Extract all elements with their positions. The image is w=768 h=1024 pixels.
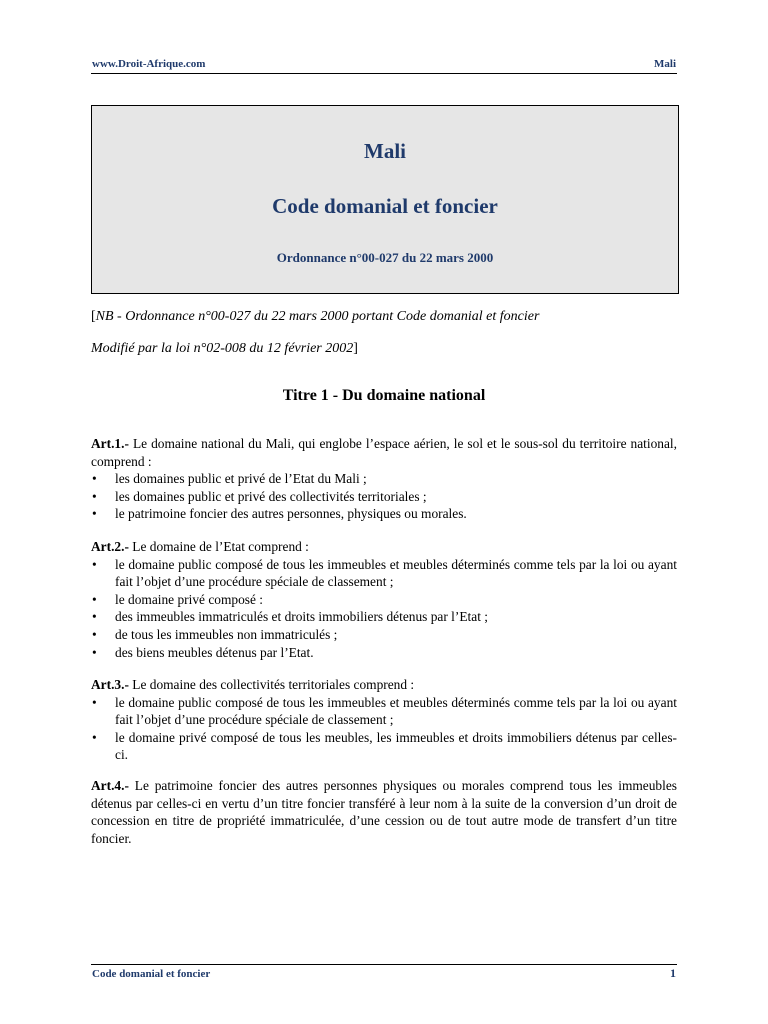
list-item: • le domaine privé composé : — [91, 591, 677, 609]
article-4 — [91, 777, 677, 847]
list-item: • les domaines public et privé des collectivités territoriales ; — [91, 488, 677, 506]
footer-title: Code domanial et foncier — [92, 968, 211, 980]
article-label: Art.3.- — [91, 677, 129, 692]
list-item: • le patrimoine foncier des autres personnes, physiques ou morales. — [91, 505, 677, 523]
header-country: Mali — [654, 58, 676, 70]
page-footer — [91, 964, 677, 985]
article-text: Le domaine des collectivités territoriales comprend : — [128, 677, 415, 692]
page-number: 1 — [670, 966, 676, 980]
article-3 — [91, 676, 677, 764]
list-item: • le domaine privé composé de tous les meubles, les immeubles et droits immobiliers détenus par celles-ci. — [91, 729, 677, 764]
nb-line-2: Modifié par la loi n°02-008 du 12 février 2002] — [91, 341, 358, 356]
article-2 — [91, 538, 677, 661]
list-item: • des immeubles immatriculés et droits immobiliers détenus par l’Etat ; — [91, 608, 677, 626]
list-item: • les domaines public et privé de l’Etat du Mali ; — [91, 470, 677, 488]
list-item: • le domaine public composé de tous les immeubles et meubles déterminés comme tels par la loi ou ayant fait l’objet d’une procédure spéciale de classement ; — [91, 556, 677, 591]
ordonnance-subtitle: Ordonnance n°00-027 du 22 mars 2000 — [276, 250, 494, 265]
article-label: Art.1.- — [91, 436, 129, 451]
list-item: • le domaine public composé de tous les immeubles et meubles déterminés comme tels par la loi ou ayant fait l’objet d’une procédure spéciale de classement ; — [91, 694, 677, 729]
code-title: Code domanial et foncier — [272, 194, 498, 218]
list-item: • des biens meubles détenus par l’Etat. — [91, 644, 677, 662]
site-url: www.Droit-Afrique.com — [92, 58, 206, 70]
article-label: Art.4.- — [91, 778, 129, 793]
section-title: Titre 1 - Du domaine national — [282, 387, 486, 404]
page-header — [91, 56, 677, 74]
list-item: • de tous les immeubles non immatriculés ; — [91, 626, 677, 644]
country-title: Mali — [364, 139, 406, 163]
article-text: Le domaine national du Mali, qui englobe l’espace aérien, le sol et le sous-sol du territoire national, comprend : — [91, 436, 677, 469]
nb-line-1: [NB - Ordonnance n°00-027 du 22 mars 2000 portant Code domanial et foncier — [91, 309, 540, 324]
article-text: Le domaine de l’Etat comprend : — [128, 539, 309, 554]
article-1 — [91, 435, 677, 523]
article-text: Le patrimoine foncier des autres personnes physiques ou morales comprend tous les immeubles détenus par celles-ci en vertu d’un titre foncier transféré à leur nom à la suite de la conversion d’un droit de concession en titre de propriété immatriculée, d’une cession ou de tout autre mode de transfert d’un titre foncier. — [91, 778, 677, 846]
article-label: Art.2.- — [91, 539, 129, 554]
title-box — [91, 105, 679, 294]
